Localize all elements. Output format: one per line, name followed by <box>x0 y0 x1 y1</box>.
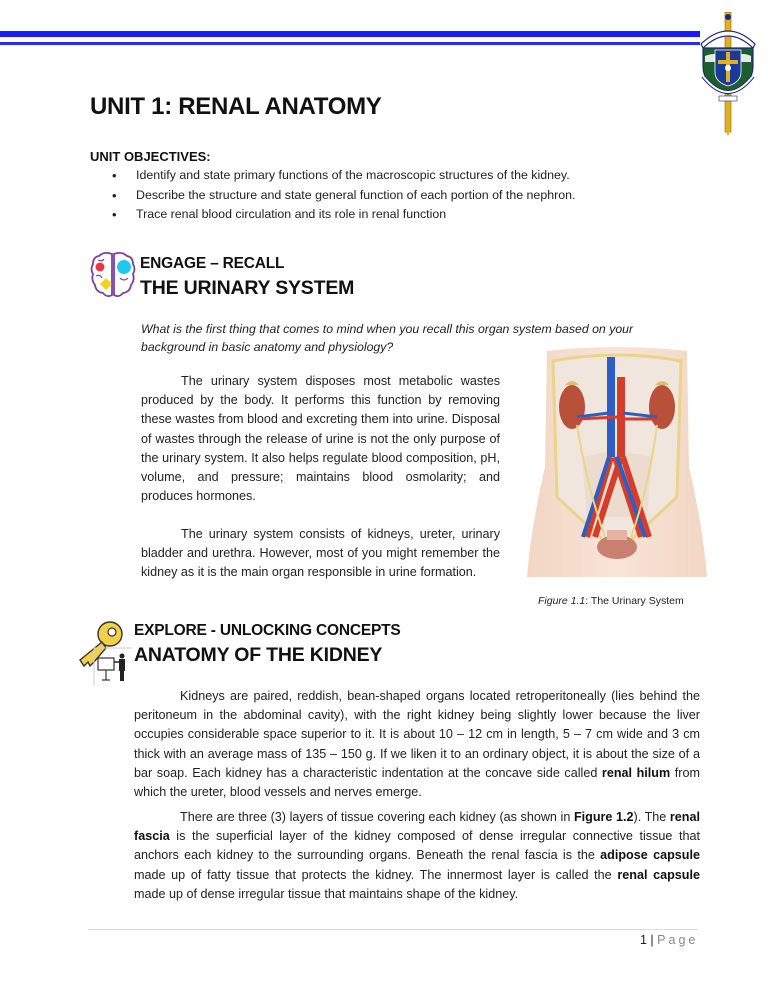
engage-title: THE URINARY SYSTEM <box>140 277 355 299</box>
header-rule-thick <box>0 31 700 37</box>
term-renal-hilum: renal hilum <box>601 765 671 780</box>
figure-caption: Figure 1.1: The Urinary System <box>538 595 684 607</box>
header-rule-thin <box>0 42 700 45</box>
explore-title: ANATOMY OF THE KIDNEY <box>134 644 383 666</box>
figure-reference: Figure 1.2 <box>573 810 634 824</box>
kidney-paragraph-2: There are three (3) layers of tissue covering each kidney (as shown in Figure 1.2). The renal fascia is the superficial layer of the kidney composed of dense irregular connective tissue that anchors each kidney to the surrounding organs. Beneath the renal fascia is the adipose capsule made up of fatty tissue that protects the kidney. The innermost layer is called the renal capsule made up of dense irregular tissue that maintains shape of the kidney. <box>134 810 700 901</box>
engage-kicker: ENGAGE – RECALL <box>140 255 285 272</box>
urinary-system-illustration <box>527 347 707 582</box>
kidney-paragraph-1: Kidneys are paired, reddish, bean-shaped organs located retroperitoneally (lies behind the peritoneum in the abdominal cavity), with the right kidney being slightly lower because the liver occupies considerable space superior to it. It is about 10 – 12 cm in length, 5 – 7 cm wide and 3 cm thick with an average mass of 135 – 150 g. If we liken it to an ordinary object, it is about the size of a bar soap. Each kidney has a characteristic indentation at the concave side called renal hilum from which the ureter, blood vessels and nerves emerge. <box>134 689 700 800</box>
term-renal-fascia: renal fascia <box>134 810 700 844</box>
objective-item: • Describe the structure and state general function of each portion of the nephron. <box>112 186 575 206</box>
objectives-list <box>112 166 575 225</box>
objective-item: • Trace renal blood circulation and its role in renal function <box>112 205 575 225</box>
term-renal-capsule: renal capsule <box>617 867 700 882</box>
university-crest-icon <box>697 12 759 136</box>
objective-item: • Identify and state primary functions of the macroscopic structures of the kidney. <box>112 166 575 186</box>
footer-rule <box>88 929 698 930</box>
recall-prompt: What is the first thing that comes to mind when you recall this organ system based on your background in basic anatomy and physiology? <box>141 322 634 354</box>
objectives-heading: UNIT OBJECTIVES: <box>90 149 211 164</box>
term-adipose-capsule: adipose capsule <box>600 848 700 863</box>
brain-icon <box>90 250 136 300</box>
explore-kicker: EXPLORE - UNLOCKING CONCEPTS <box>134 622 401 639</box>
page-number: 1 | Page <box>640 933 699 947</box>
urinary-paragraph-2: The urinary system consists of kidneys, ureter, urinary bladder and urethra. However, most of you might remember the kidney as it is the main organ responsible in urine formation. <box>141 527 500 580</box>
urinary-paragraph-1: The urinary system disposes most metabolic wastes produced by the body. It performs this function by removing these wastes from blood and excreting them into urine. Disposal of wastes through the release of urine is not the only purpose of the urinary system. It also helps regulate blood composition, pH, volume, and pressure; maintains blood osmolarity; and produces hormones. <box>141 374 500 504</box>
key-presentation-icon <box>74 620 132 686</box>
unit-title: UNIT 1: RENAL ANATOMY <box>90 93 382 120</box>
